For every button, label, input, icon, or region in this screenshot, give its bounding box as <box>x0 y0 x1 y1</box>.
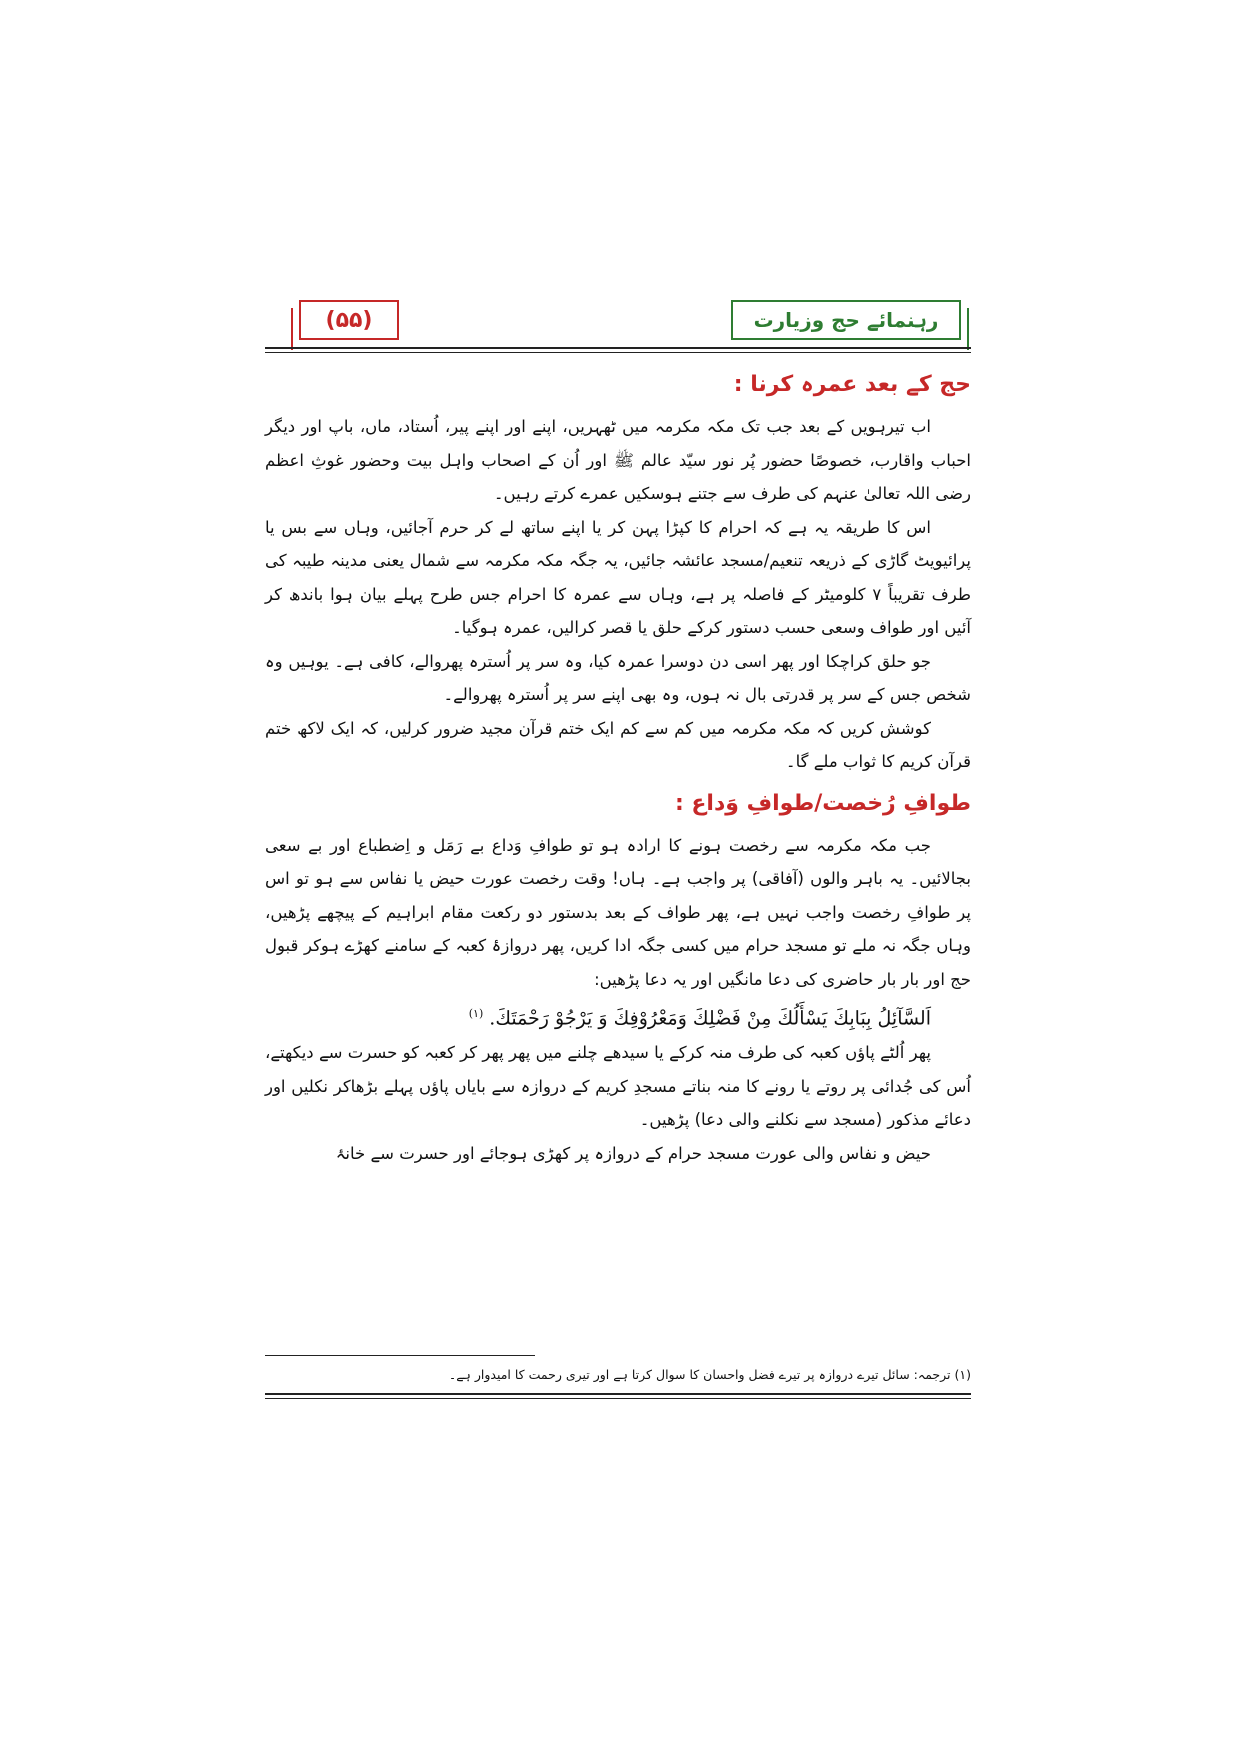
footnote: (۱) ترجمہ: سائل تیرے دروازہ پر تیرے فضل واحسان کا سوال کرتا ہے اور تیری رحمت کا امیدوار ہے۔ <box>448 1367 971 1382</box>
section-heading-farewell-tawaf: طوافِ رُخصت/طوافِ وَداع : <box>674 790 971 816</box>
page-header <box>265 300 971 348</box>
paragraph: جو حلق کراچکا اور پھر اسی دن دوسرا عمرہ کیا، وہ سر پر اُسترہ پھروالے، کافی ہے۔ یوہیں وہ شخص جس کے سر پر قدرتی بال نہ ہوں، وہ بھی اپنے سر پر اُسترہ پھروالے۔ <box>265 651 971 704</box>
footnote-ref: (۱) <box>468 1007 484 1020</box>
paragraph: پھر اُلٹے پاؤں کعبہ کی طرف منہ کرکے یا سیدھے چلنے میں پھر پھر کر کعبہ کو حسرت سے دیکھتے، اُس کی جُدائی پر روتے یا رونے کا منہ بناتے مسجدِ کریم کے دروازہ سے بایاں پاؤں پہلے بڑھاکر نکلیں اور دعائے مذکور (مسجد سے نکلنے والی دعا) پڑھیں۔ <box>265 1043 971 1130</box>
arabic-dua <box>265 996 971 1036</box>
arabic-dua-text: اَلسَّآئِلُ بِبَابِكَ يَسْأَلُكَ مِنْ فَضْلِكَ وَمَعْرُوْفِكَ وَ يَرْجُوْ رَحْمَتَكَ. <box>489 1007 931 1030</box>
paragraph: اب تیرہویں کے بعد جب تک مکہ مکرمہ میں ٹھہریں، اپنے اور اپنے پیر، اُستاد، ماں، باپ اور دیگر احباب واقارب، خصوصًا حضور پُر نور سیّد عالم ﷺ اور اُن کے اصحاب واہل بیت وحضور غوثِ اعظم رضی اللہ تعالیٰ عنہم کی طرف سے جتنے ہوسکیں عمرے کرتے رہیں۔ <box>265 417 971 503</box>
footer-divider-thin <box>265 1398 971 1399</box>
section-heading-umrah: حج کے بعد عمرہ کرنا : <box>733 372 971 397</box>
book-title: رہنمائے حج وزیارت <box>731 300 961 340</box>
footer-divider <box>265 1393 971 1395</box>
paragraph: حیض و نفاس والی عورت مسجد حرام کے دروازہ پر کھڑی ہوجائے اور حسرت سے خانۂ <box>335 1143 931 1163</box>
book-page <box>265 300 971 1530</box>
header-divider <box>265 347 971 349</box>
footnote-divider <box>265 1355 535 1356</box>
page-body <box>265 360 971 1170</box>
page-number: (۵۵) <box>299 300 399 340</box>
paragraph: اس کا طریقہ یہ ہے کہ احرام کا کپڑا پہن کر یا اپنے ساتھ لے کر حرم آجائیں، وہاں سے بس یا پرائیویٹ گاڑی کے ذریعہ تنعیم/مسجد عائشہ جائیں، یہ جگہ مکہ مکرمہ سے شمال یعنی مدینہ طیبہ کی طرف تقریباً ۷ کلومیٹر کے فاصلہ پر ہے، وہاں سے عمرہ کا احرام جس طرح پہلے بیان ہوا باندھ کر آئیں اور طواف وسعی حسب دستور کرکے حلق یا قصر کرالیں، عمرہ ہوگیا۔ <box>265 517 971 637</box>
paragraph: جب مکہ مکرمہ سے رخصت ہونے کا ارادہ ہو تو طوافِ وَداع بے رَمَل و اِضطباع اور بے سعی بجالائیں۔ یہ باہر والوں (آفاقی) پر واجب ہے۔ ہاں! وقت رخصت عورت حیض یا نفاس سے ہو تو اس پر طوافِ رخصت واجب نہیں ہے، پھر طواف کے بعد بدستور دو رکعت مقام ابراہیم کے پیچھے پڑھیں، وہاں جگہ نہ ملے تو مسجد حرام میں کسی جگہ ادا کریں، پھر دروازۂ کعبہ کے سامنے کھڑے ہوکر قبول حج اور بار بار حاضری کی دعا مانگیں اور یہ دعا پڑھیں: <box>265 835 971 989</box>
header-divider-thin <box>265 352 971 353</box>
paragraph: کوشش کریں کہ مکہ مکرمہ میں کم سے کم ایک ختم قرآن مجید ضرور کرلیں، کہ ایک لاکھ ختم قرآن کریم کا ثواب ملے گا۔ <box>265 718 971 771</box>
